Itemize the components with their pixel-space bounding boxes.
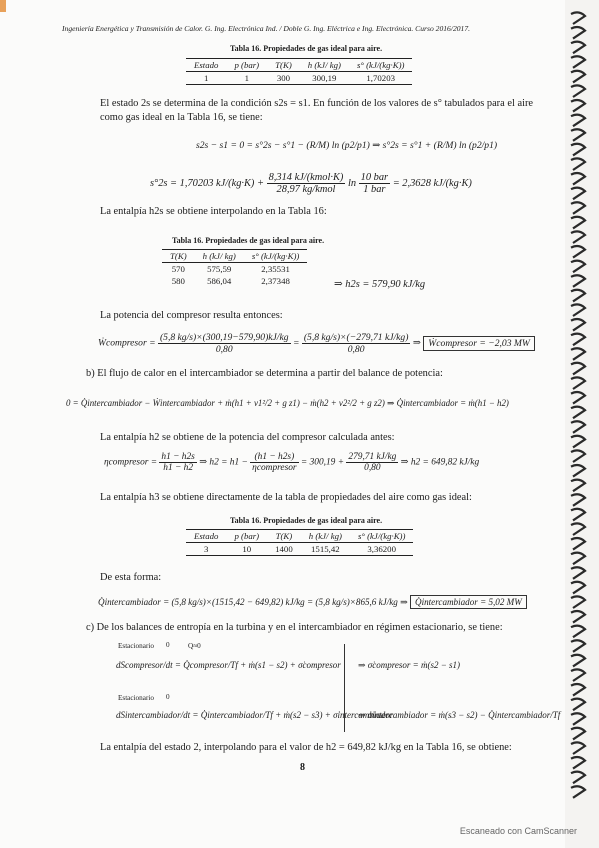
fraction [158,332,291,355]
binder-rings [565,0,599,848]
fraction [302,332,411,355]
binder-ring [571,407,585,419]
binder-ring [571,742,585,754]
table-cell: 3 [186,543,226,556]
binder-ring [571,450,585,462]
equation-entropy-compressor: dScompresor/dt = Q̇compresor/Tf + ṁ(s1 − s2) + σ̇compresor [116,660,341,670]
fraction-den: ηcompresor [252,463,297,473]
binder-ring [571,231,585,243]
annotation-q-zero: Q≈0 [188,642,201,650]
table-row [162,263,307,276]
table2-header: s° (kJ/(kg·K)) [244,250,307,263]
binder-ring [571,596,585,608]
table3-header: T(K) [267,530,301,543]
binder-ring [571,334,585,346]
fraction-num: 8,314 kJ/(kmol·K) [268,172,344,183]
annotation-estacionario: Estacionario [118,694,154,702]
table-row [186,543,413,556]
table-cell: 580 [171,276,185,286]
fraction-den: 0,80 [347,344,365,355]
binder-ring [571,436,585,448]
table-row [186,72,412,85]
binder-ring [571,173,585,185]
fraction-num: (h1 − h2s) [250,452,298,463]
binder-ring [571,669,585,681]
table2-header: h (kJ/ kg) [195,250,244,263]
table-cell: 1 [186,72,226,85]
binder-ring [571,27,585,39]
table3-header: s° (kJ/(kg·K)) [350,530,413,543]
binder-ring [571,319,585,331]
paragraph: La entalpía h3 se obtiene directamente de la tabla de propiedades del aire como gas ideal: [100,492,472,503]
fraction [250,452,298,473]
table-cell: 575,59 [207,264,232,274]
equation-heat-flow [98,597,527,608]
equation-sigma-compressor: ⇒ σ̇compresor = ṁ(s2 − s1) [358,660,461,670]
eq-part: = [292,337,300,349]
eq-part: ηcompresor = [104,457,158,468]
binder-ring [571,188,585,200]
binder-ring [571,480,585,492]
eq-part: ln [347,177,357,189]
fraction-num: 279,71 kJ/kg [348,452,397,462]
paragraph: El estado 2s se determina de la condición s2s = s1. En función de los valores de s° tabulados para el aire [100,98,534,109]
binder-ring [571,421,585,433]
table1-header: h (kJ/ kg) [300,59,349,72]
eq-part: s°2s = 1,70203 kJ/(kg·K) + [150,177,264,189]
table1-header: T(K) [267,59,300,72]
table3-header: p (bar) [226,530,267,543]
table-cell: 2,37348 [261,276,290,286]
eq-part: Q̇intercambiador = (5,8 kg/s)×(1515,42 − 649,82) kJ/kg = (5,8 kg/s)×865,6 kJ/kg ⇒ [98,597,408,607]
table1-title: Tabla 16. Propiedades de gas ideal para aire. [230,44,383,53]
annotation-estacionario: Estacionario [118,642,154,650]
table2-title: Tabla 16. Propiedades de gas ideal para aire. [172,236,325,245]
table1-header: s° (kJ/(kg·K)) [349,59,412,72]
table-cell: 586,04 [207,276,232,286]
table-cell: 2,35531 [261,264,290,274]
table-cell: 570 [171,264,185,274]
binder-ring [571,144,585,156]
binder-ring [571,786,585,798]
table-cell: 3,36200 [350,543,413,556]
paragraph: La potencia del compresor resulta entonces: [100,310,283,321]
binder-ring [571,100,585,112]
binder-ring [571,757,585,769]
binder-ring [571,655,585,667]
page-header: Ingeniería Energética y Transmisión de Calor. G. Ing. Electrónica Ind. / Doble G. Ing. Eléctrica e Ing. Electrónica. Curso 2016/2017. [62,24,471,33]
result-box: Ẇcompresor = −2,03 MW [423,336,535,351]
fraction-num: 10 bar [360,172,389,183]
binder-ring [571,202,585,214]
fraction-den: 28,97 kg/kmol [276,184,336,195]
fraction-den: 1 bar [363,184,386,195]
binder-ring [571,42,585,54]
table-cell: 1400 [267,543,301,556]
paragraph: La entalpía del estado 2, interpolando para el valor de h2 = 649,82 kJ/kg en la Tabla 16, se obtiene: [100,742,512,753]
binder-ring [571,640,585,652]
table3-header: h (kJ/ kg) [301,530,350,543]
binder-ring [571,115,585,127]
binder-ring [571,158,585,170]
binder-ring [571,12,585,24]
binder-ring [571,538,585,550]
fraction [267,172,346,195]
fraction [359,172,390,195]
fraction [346,452,398,473]
equation-compressor-power: Ẇcompresor = $\frac{(5,8 kg/s)\times(300,19-579,90)kJ/kg}{0,80}$ = $\frac{(5,8 kg/s)\times(-279,71 kJ/kg)}{0,80}$ ⇒ Ẇcompresor = −2,03 MW [98,332,535,355]
equation-efficiency [104,452,479,473]
binder-ring [571,71,585,83]
equation-power-balance: 0 = Q̇intercambiador − Ẇintercambiador + ṁ(h1 + v1²/2 + g z1) − ṁ(h2 + v2²/2 + g z2) ⇒ Q̇intercambiador = ṁ(h1 − h2) [66,398,509,408]
binder-ring [571,348,585,360]
eq-part: ⇒ h2 = 649,82 kJ/kg [400,457,480,468]
binder-ring [571,217,585,229]
binder-ring [571,772,585,784]
table1-header: p (bar) [226,59,267,72]
binder-ring [571,509,585,521]
binder-rings-drawing [565,0,599,848]
fraction-den: h1 − h2 [163,463,194,473]
brace [340,644,345,732]
binder-ring [571,377,585,389]
eq-part: = 2,3628 kJ/(kg·K) [392,177,472,189]
binder-ring [571,261,585,273]
paragraph: como gas ideal en la Tabla 16, se tiene: [100,112,263,123]
binder-ring [571,582,585,594]
binder-ring [571,363,585,375]
table-cell: 1 [226,72,267,85]
table-cell: 1,70203 [349,72,412,85]
eq-part: = 300,19 + [300,457,345,468]
fraction-num: h1 − h2s [161,452,195,462]
table3-header: Estado [186,530,226,543]
table1 [186,58,412,85]
table3-title: Tabla 16. Propiedades de gas ideal para aire. [230,516,383,525]
fraction-den: 0,80 [215,344,233,355]
scan-corner-mark [0,0,6,12]
scanner-watermark: Escaneado con CamScanner [459,826,577,836]
annotation-zero: 0 [166,693,170,701]
binder-ring [571,56,585,68]
binder-ring [571,275,585,287]
fraction-num: (5,8 kg/s)×(−279,71 kJ/kg) [303,332,409,343]
table-cell: 1515,42 [301,543,350,556]
interpolation-result: ⇒ h2s = 579,90 kJ/kg [334,279,426,290]
item-c: c) De los balances de entropía en la turbina y en el intercambiador en régimen estacionario, se tiene: [86,622,503,633]
binder-ring [571,290,585,302]
annotation-zero: 0 [166,641,170,649]
binder-ring [571,246,585,258]
table1-header: Estado [186,59,226,72]
binder-ring [571,392,585,404]
paragraph: La entalpía h2 se obtiene de la potencia del compresor calculada antes: [100,432,395,443]
paragraph: La entalpía h2s se obtiene interpolando en la Tabla 16: [100,206,327,217]
table-cell: 300 [267,72,300,85]
binder-ring [571,684,585,696]
binder-ring [571,523,585,535]
eq-part: Ẇcompresor = [98,337,156,349]
binder-ring [571,626,585,638]
binder-ring [571,494,585,506]
binder-ring [571,699,585,711]
eq-part: ⇒ h2 = h1 − [199,457,248,468]
fraction-num: (5,8 kg/s)×(300,19−579,90)kJ/kg [159,332,289,343]
binder-ring [571,85,585,97]
binder-ring [571,728,585,740]
equation-entropy-exchanger: dSintercambiador/dt = Q̇intercambiador/Tf + ṁ(s2 − s3) + σ̇intercambiador [116,710,394,720]
binder-ring [571,567,585,579]
equation-entropy-condition: s2s − s1 = 0 = s°2s − s°1 − (R/M) ln (p2/p1) ⇒ s°2s = s°1 + (R/M) ln (p2/p1) [196,140,498,151]
table-cell: 10 [226,543,267,556]
result-box: Q̇intercambiador = 5,02 MW [410,595,527,609]
page-number: 8 [300,762,305,773]
binder-ring [571,713,585,725]
table3 [186,529,413,556]
binder-ring [571,611,585,623]
binder-ring [571,129,585,141]
binder-ring [571,304,585,316]
table-cell: 300,19 [300,72,349,85]
binder-ring [571,465,585,477]
binder-ring [571,553,585,565]
equation-s2s [150,172,472,195]
fraction [159,452,196,473]
table-row [162,275,307,287]
table2-header: T(K) [162,250,195,263]
fraction-den: 0,80 [364,463,381,473]
paragraph: De esta forma: [100,572,162,583]
equation-sigma-exchanger: ⇒ σ̇intercambiador = ṁ(s3 − s2) − Q̇intercambiador/Tf [358,710,561,720]
item-b: b) El flujo de calor en el intercambiador se determina a partir del balance de potencia: [86,368,443,379]
table2 [162,249,307,287]
